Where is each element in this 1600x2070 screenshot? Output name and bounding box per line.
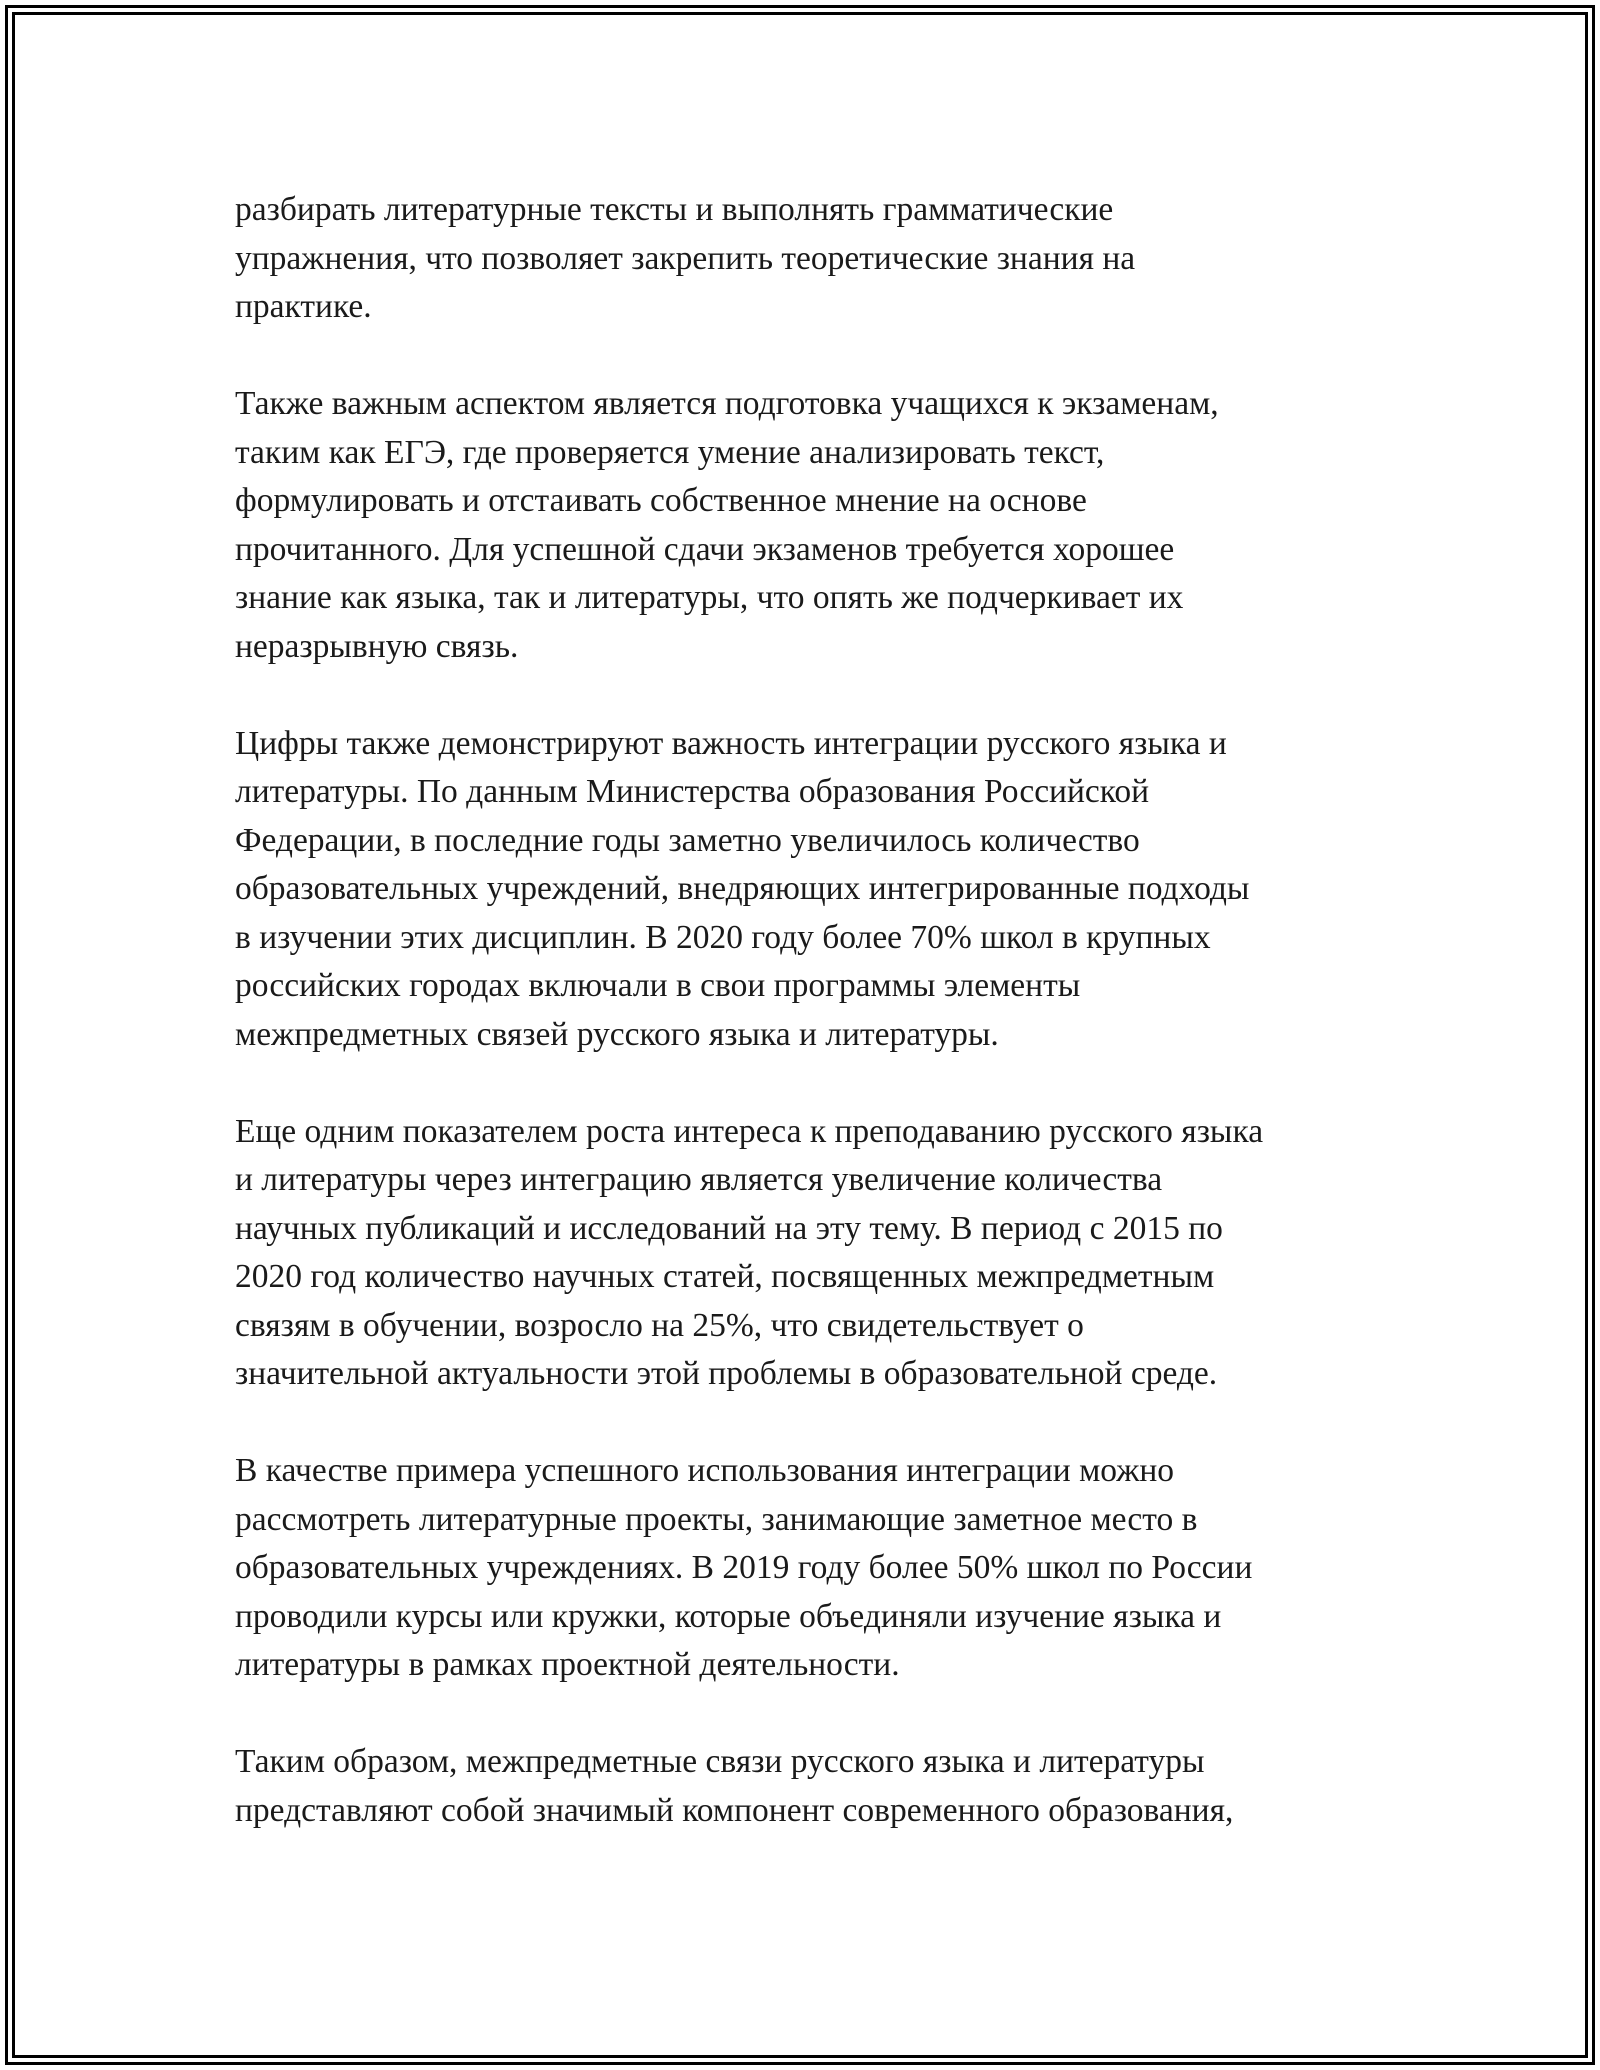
text-line: образовательных учреждениях. В 2019 году более 50% школ по России — [235, 1549, 1253, 1586]
text-line: неразрывную связь. — [235, 627, 519, 665]
text-line: Также важным аспектом является подготовка учащихся к экзаменам, — [235, 385, 1219, 422]
text-line: Таким образом, межпредметные связи русского языка и литературы — [235, 1743, 1205, 1780]
text-line: практике. — [235, 288, 372, 325]
paragraph-6 — [235, 1738, 1375, 1835]
text-line: российских городах включали в свои программы элементы — [235, 967, 1081, 1004]
paragraph-2 — [235, 380, 1375, 671]
text-line: таким как ЕГЭ, где проверяется умение анализировать текст, — [235, 433, 1105, 471]
text-line: литературы в рамках проектной деятельности. — [235, 1646, 900, 1683]
text-line: литературы. По данным Министерства образования Российской — [235, 773, 1150, 810]
paragraph-1 — [235, 186, 1375, 332]
text-line: и литературы через интеграцию является увеличение количества — [235, 1161, 1163, 1198]
text-line: В качестве примера успешного использования интеграции можно — [235, 1452, 1175, 1489]
text-line: значительной актуальности этой проблемы в образовательной среде. — [235, 1355, 1218, 1392]
text-line: представляют собой значимый компонент современного образования, — [235, 1791, 1234, 1829]
paragraph-4 — [235, 1108, 1375, 1399]
text-line: образовательных учреждений, внедряющих интегрированные подходы — [235, 870, 1250, 907]
text-line: в изучении этих дисциплин. В 2020 году более 70% школ в крупных — [235, 918, 1211, 956]
text-line: межпредметных связей русского языка и литературы. — [235, 1015, 999, 1053]
text-line: проводили курсы или кружки, которые объединяли изучение языка и — [235, 1597, 1222, 1635]
text-line: прочитанного. Для успешной сдачи экзаменов требуется хорошее — [235, 530, 1175, 568]
text-line: формулировать и отстаивать собственное мнение на основе — [235, 482, 1087, 519]
paragraph-3 — [235, 720, 1375, 1060]
document-body — [235, 186, 1375, 1884]
text-line: рассмотреть литературные проекты, занимающие заметное место в — [235, 1500, 1198, 1538]
text-line: знание как языка, так и литературы, что опять же подчеркивает их — [235, 579, 1184, 616]
text-line: Федерации, в последние годы заметно увеличилось количество — [235, 821, 1140, 859]
text-line: 2020 год количество научных статей, посвященных межпредметным — [235, 1258, 1215, 1295]
text-line: связям в обучении, возросло на 25%, что свидетельствует о — [235, 1306, 1084, 1344]
text-line: разбирать литературные тексты и выполнять грамматические — [235, 191, 1114, 228]
paragraph-5 — [235, 1447, 1375, 1690]
text-line: упражнения, что позволяет закрепить теоретические знания на — [235, 239, 1136, 277]
text-line: научных публикаций и исследований на эту тему. В период с 2015 по — [235, 1209, 1223, 1247]
text-line: Цифры также демонстрируют важность интеграции русского языка и — [235, 724, 1227, 762]
text-line: Еще одним показателем роста интереса к преподаванию русского языка — [235, 1112, 1264, 1150]
